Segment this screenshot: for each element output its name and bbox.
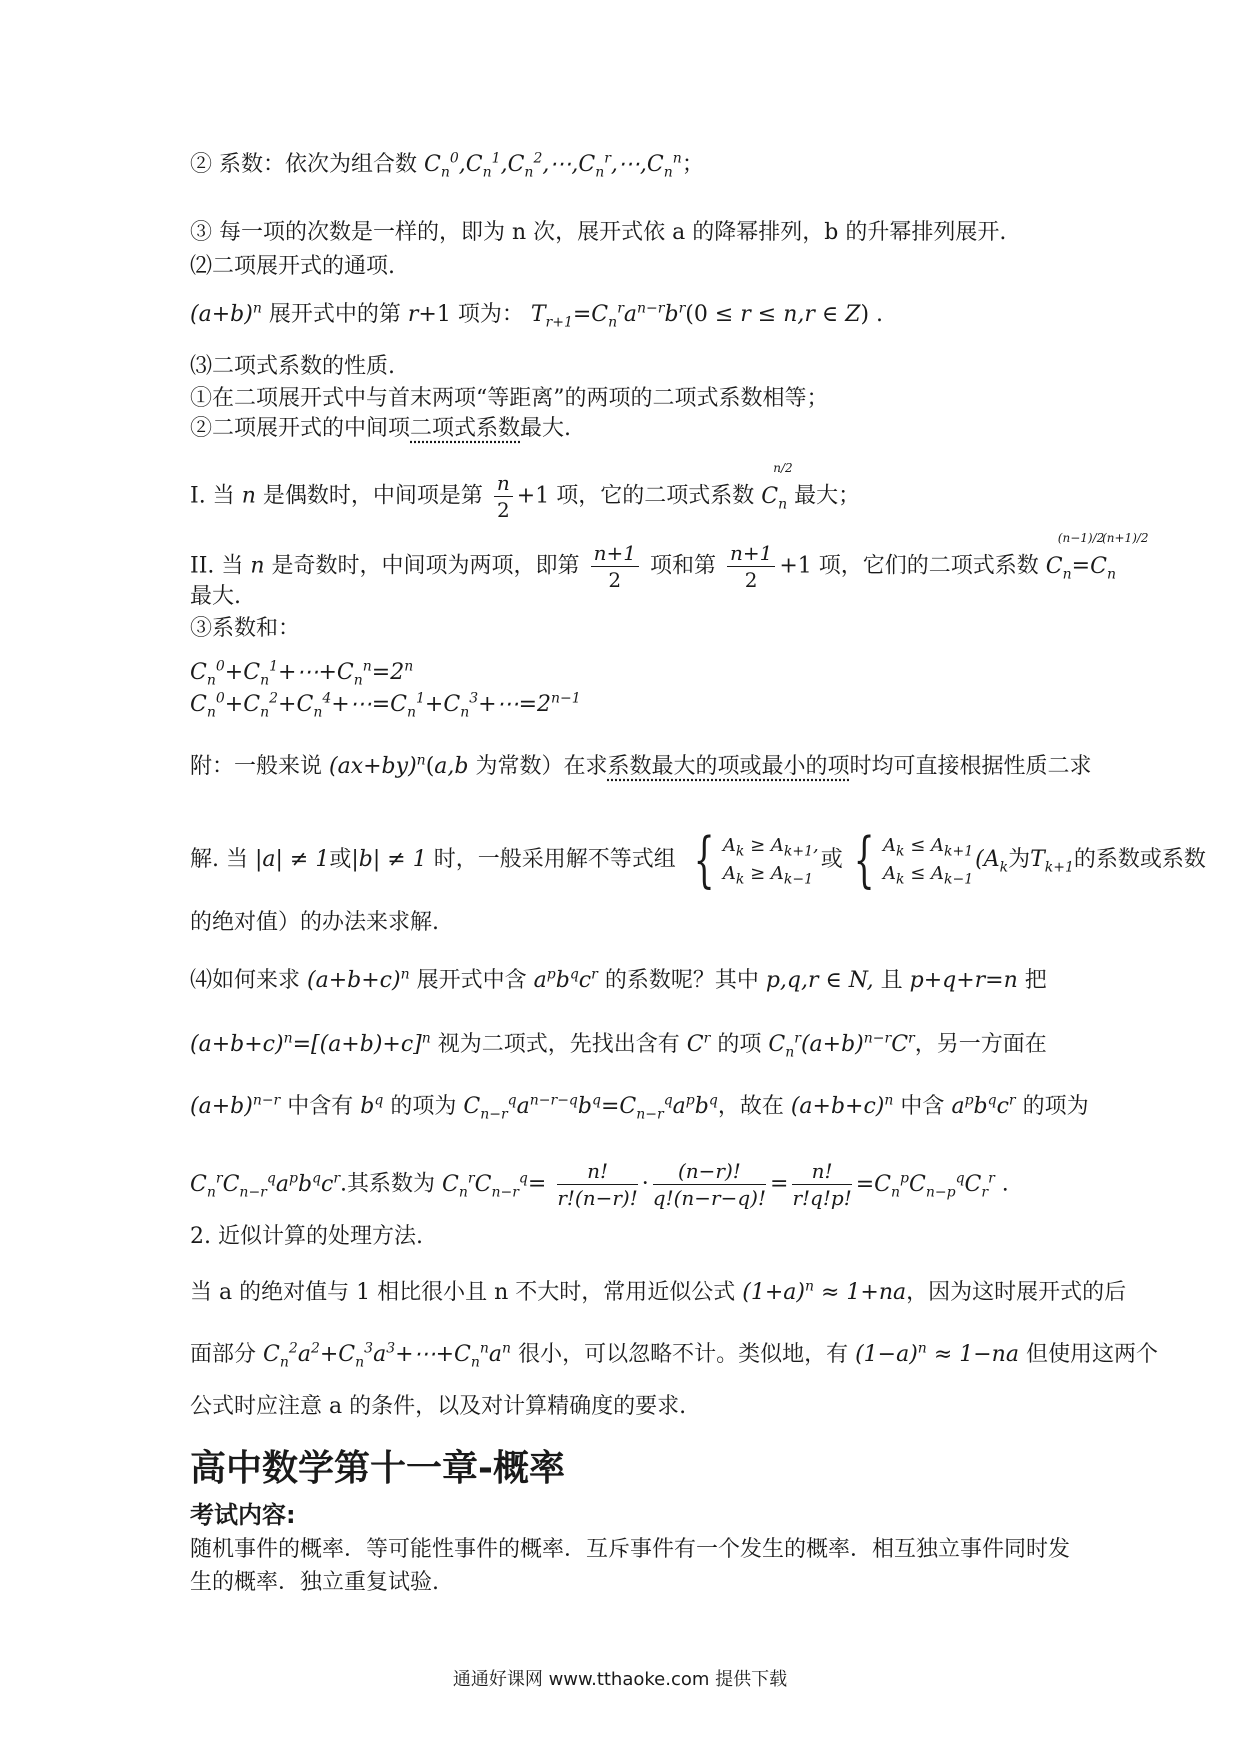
text: 但使用这两个 [1025, 1342, 1158, 1367]
odd-case: II. 当 n 是奇数时，中间项为两项，即第 $\frac{n+1}{2}$ 项和第 $\frac{n+1}{2}$ +1 项，它们的二项式系数 C (n−1)/2 $_n$=C (n+1)/2 $_n$ [190, 530, 1149, 592]
sum-formula-1: $C_n^0+C_n^1+\cdots+C_n^n=2^n$ [190, 658, 414, 689]
text: 的系数或系数 [1073, 847, 1206, 872]
text: 的系数呢？其中 [604, 968, 759, 993]
text: 很小，可以忽略不计。类似地，有 [518, 1342, 849, 1367]
property-2 [190, 414, 1060, 444]
footer-text: 通通好课网 www.tthaoke.com 提供下载 [452, 1669, 788, 1690]
text: 的项 [717, 1032, 762, 1057]
text: 附：一般来说 [190, 754, 323, 779]
appendix-line: 附：一般来说 $(ax+by)^n(a,b$ 为常数）在求系数最大的项或最小的项时均可直接根据性质二求 [190, 752, 1092, 779]
trinomial-line-3: $(a+b)^{n-r}$ 中含有 $b^q$ 的项为 $C_{n-r}^qa^{n-r-q}b^q=C_{n-r}^qa^pb^q$，故在 $(a+b+c)^n$ 中含 $a^pb^qc^r$ 的项为 [190, 1092, 1089, 1123]
text: 解. 当 [190, 847, 248, 872]
odd-case-end: 最大. [190, 584, 241, 609]
text: 时均可直接根据性质二求 [849, 754, 1092, 779]
text: 最大. [520, 416, 572, 441]
chapter-heading: 高中数学第十一章-概率 [190, 1448, 565, 1489]
general-term-formula: $(a+b)^n$ 展开式中的第 r+1 项为： $T_{r+1}=C_n^ra^{n-r}b^r(0 \le r \le n,r$ ∈ Z) . [190, 300, 884, 331]
general-term-heading: ⑵二项展开式的通项. [190, 254, 395, 279]
trinomial-coefficient: $C_n^rC_{n-r}^qa^pb^qc^r$.其系数为 $C_n^rC_{n-r}^q=$ $\frac{n!}{r!(n-r)!}$ · $\frac{(n-r)!}{q!(n-r-q)!}$ = $\frac{n!}{r!q!p!}$ $=C_n^pC_{n-p}^qC_r^r$ . [190, 1159, 1009, 1210]
even-case: I. 当 n 是偶数时，中间项是第 $\frac{n}{2}$ +1 项，它的二项式系数 C n/2 $_n$ 最大； [190, 460, 861, 522]
text: 最大； [794, 483, 861, 509]
text: 中含 [900, 1094, 945, 1119]
sum-formula-2: $C_n^0+C_n^2+C_n^4+\cdots=C_n^1+C_n^3+\cdots=2^{n-1}$ [190, 690, 581, 721]
exam-content-line-2: 生的概率．独立重复试验. [190, 1570, 439, 1595]
degree-line: ③ 每一项的次数是一样的，即为 n 次，展开式依 a 的降幂排列，b 的升幂排列展开. [190, 220, 1007, 245]
text: 为常数）在求 [475, 754, 608, 779]
text: 时，一般采用解不等式组 [433, 847, 676, 872]
text: I. 当 [190, 483, 235, 509]
text: 项，它们的二项式系数 [818, 553, 1039, 579]
text: 项，它的二项式系数 [556, 483, 755, 509]
text: .其系数为 [340, 1171, 436, 1197]
approximation-line-1: 当 a 的绝对值与 1 相比很小且 n 不大时，常用近似公式 $(1+a)^n \approx 1+na$，因为这时展开式的后 [190, 1278, 1127, 1305]
emphasis-text: 二项式系数 [410, 416, 521, 441]
property-1: ①在二项展开式中与首末两项“等距离”的两项的二项式系数相等； [190, 386, 829, 411]
text: 当 a 的绝对值与 1 相比很小且 n 不大时，常用近似公式 [190, 1280, 736, 1305]
text: 项和第 [649, 553, 716, 579]
text: 视为二项式，先找出含有 [437, 1032, 680, 1057]
text: 中含有 [287, 1094, 354, 1119]
text: 把 [1024, 968, 1047, 993]
approximation-heading: 2. 近似计算的处理方法. [190, 1224, 423, 1249]
text: 项为： [457, 302, 524, 327]
text: 或 [820, 847, 843, 872]
text: ，另一方面在 [914, 1032, 1047, 1057]
text: 展开式中的第 [268, 302, 401, 327]
text: 为 [1008, 847, 1031, 872]
text: ； [681, 152, 704, 177]
text: 的项为 [1022, 1094, 1089, 1119]
text: 且 [880, 968, 903, 993]
text: II. 当 [190, 553, 244, 579]
text: 的项为 [390, 1094, 457, 1119]
exam-content-line-1: 随机事件的概率．等可能性事件的概率．互斥事件有一个发生的概率．相互独立事件同时发 [190, 1537, 1071, 1562]
coefficient-line: ② 系数：依次为组合数 $C_n^0,C_n^1,C_n^2,\cdots,C_n^r,\cdots,C_n^n$； [190, 150, 704, 181]
trinomial-line-2: $(a+b+c)^n=[(a+b)+c]^n$ 视为二项式，先找出含有 $C^r$ 的项 $C_n^r(a+b)^{n-r}C^r$，另一方面在 [190, 1030, 1047, 1061]
text: 展开式中含 [416, 968, 527, 993]
text: 是奇数时，中间项为两项，即第 [271, 553, 580, 579]
approximation-line-3: 公式时应注意 a 的条件，以及对计算精确度的要求. [190, 1394, 687, 1419]
text: 面部分 [190, 1342, 257, 1367]
binomial-property-heading: ⑶二项式系数的性质. [190, 354, 395, 379]
text: ，因为这时展开式的后 [906, 1280, 1127, 1305]
emphasis-text: 系数最大的项或最小的项 [607, 754, 850, 779]
coefficient-sum-heading: ③系数和： [190, 616, 301, 641]
text: ②二项展开式的中间项 [190, 416, 411, 441]
text: ，故在 [717, 1094, 784, 1119]
text: ② 系数：依次为组合数 [190, 152, 417, 177]
absolute-value-line: 的绝对值）的办法来求解. [190, 910, 439, 935]
trinomial-line-1: ⑷如何来求 $(a+b+c)^n$ 展开式中含 $a^pb^qc^r$ 的系数呢？其中 p,q,r ∈ N, 且 p+q+r=n 把 [190, 966, 1047, 993]
inequality-line: 解. 当 |a| ≠ 1或|b| ≠ 1 时，一般采用解不等式组 { $A_k \ge A_{k+1}$, $A_k \ge A_{k-1}$ 或 { $A_k \le A_{k+1}$ $A_k \le A_{k-1}$ ($A_k$为$T_{k+1}$的系数或系数 [190, 825, 1206, 895]
text: 是偶数时，中间项是第 [262, 483, 483, 509]
text: ⑷如何来求 [190, 968, 301, 993]
exam-content-heading: 考试内容: [190, 1501, 296, 1529]
approximation-line-2: 面部分 $C_n^2a^2+C_n^3a^3+\cdots+C_n^na^n$ 很小，可以忽略不计。类似地，有 $(1-a)^n \approx 1-na$ 但使用这两个 [190, 1340, 1158, 1371]
